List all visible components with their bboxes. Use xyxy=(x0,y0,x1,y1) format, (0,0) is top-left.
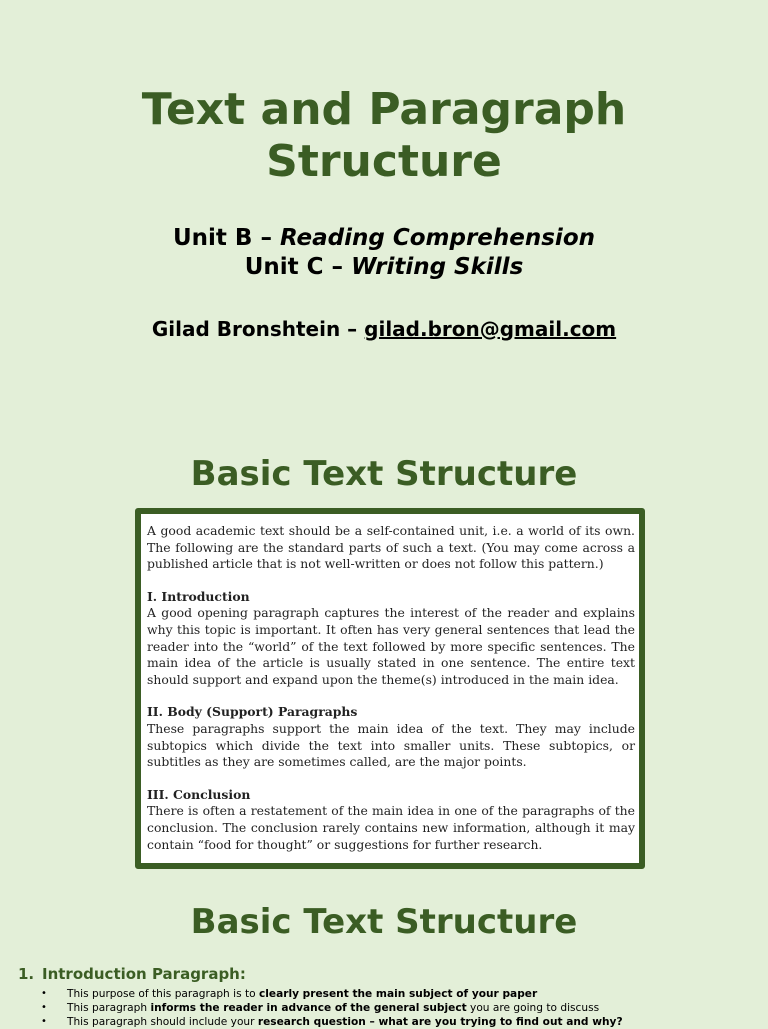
title-line-2: Structure xyxy=(266,136,502,187)
box-section-introduction xyxy=(147,589,635,689)
bullet-text: you are going to discuss xyxy=(466,1002,600,1014)
author-line xyxy=(0,317,768,341)
box-section-heading: III. Conclusion xyxy=(147,786,251,802)
bullet-text: This purpose of this paragraph is to xyxy=(67,988,259,1000)
box-section-body xyxy=(147,704,635,770)
author-name: Gilad Bronshtein – xyxy=(151,317,365,341)
unit-c-prefix: Unit C – xyxy=(244,254,352,280)
box-section-text: A good opening paragraph captures the interest of the reader and explains why this topic is important. It often has very general sentences that lead the reader into the “world” of the text followed by more specific sentences. The main idea of the article is usually stated in one sentence. The entire text should support and expand upon the theme(s) introduced in the main idea. xyxy=(147,605,635,687)
list-heading xyxy=(18,965,758,983)
box-section-conclusion xyxy=(147,787,635,853)
bullet-text: This paragraph should include your xyxy=(67,1016,258,1028)
section-title-2: Basic Text Structure xyxy=(190,902,578,942)
section-title-1: Basic Text Structure xyxy=(190,454,578,494)
box-section-text: These paragraphs support the main idea of the text. They may include subtopics which divide the text into smaller units. These subtopics, or subtitles as they are sometimes called, are the major points. xyxy=(147,720,635,770)
text-structure-box xyxy=(135,508,645,869)
page-title xyxy=(0,84,768,188)
units-block xyxy=(0,224,768,282)
bullet-bold-text: informs the reader in advance of the general subject xyxy=(150,1002,467,1014)
list-number: 1. xyxy=(18,965,35,983)
list-item xyxy=(18,1015,758,1029)
bullet-bold-text: research question – what are you trying to find out and why? xyxy=(257,1016,623,1028)
unit-c-name: Writing Skills xyxy=(351,254,524,280)
unit-b-prefix: Unit B – xyxy=(172,225,280,251)
list-item xyxy=(18,1001,758,1015)
box-section-text: There is often a restatement of the main idea in one of the paragraphs of the conclusion. The conclusion rarely contains new information, although it may contain “food for thought” or suggestions for further research. xyxy=(147,803,635,852)
bullet-text: This paragraph xyxy=(67,1002,151,1014)
box-section-heading: II. Body (Support) Paragraphs xyxy=(147,704,358,720)
numbered-list xyxy=(18,965,758,1029)
unit-b-line xyxy=(0,224,768,253)
list-heading-text: Introduction Paragraph: xyxy=(42,965,246,983)
bullet-list xyxy=(18,987,758,1029)
unit-b-name: Reading Comprehension xyxy=(279,225,595,251)
box-intro-text: A good academic text should be a self-contained unit, i.e. a world of its own. The following are the standard parts of such a text. (You may come across a published article that is not well-written or does not follow this pattern.) xyxy=(147,523,635,572)
title-line-1: Text and Paragraph xyxy=(141,84,627,135)
list-item xyxy=(18,987,758,1001)
author-email-link[interactable]: gilad.bron@gmail.com xyxy=(364,317,617,341)
unit-c-line xyxy=(0,253,768,282)
bullet-bold-text: clearly present the main subject of your paper xyxy=(258,988,538,1000)
box-section-heading: I. Introduction xyxy=(147,588,250,604)
